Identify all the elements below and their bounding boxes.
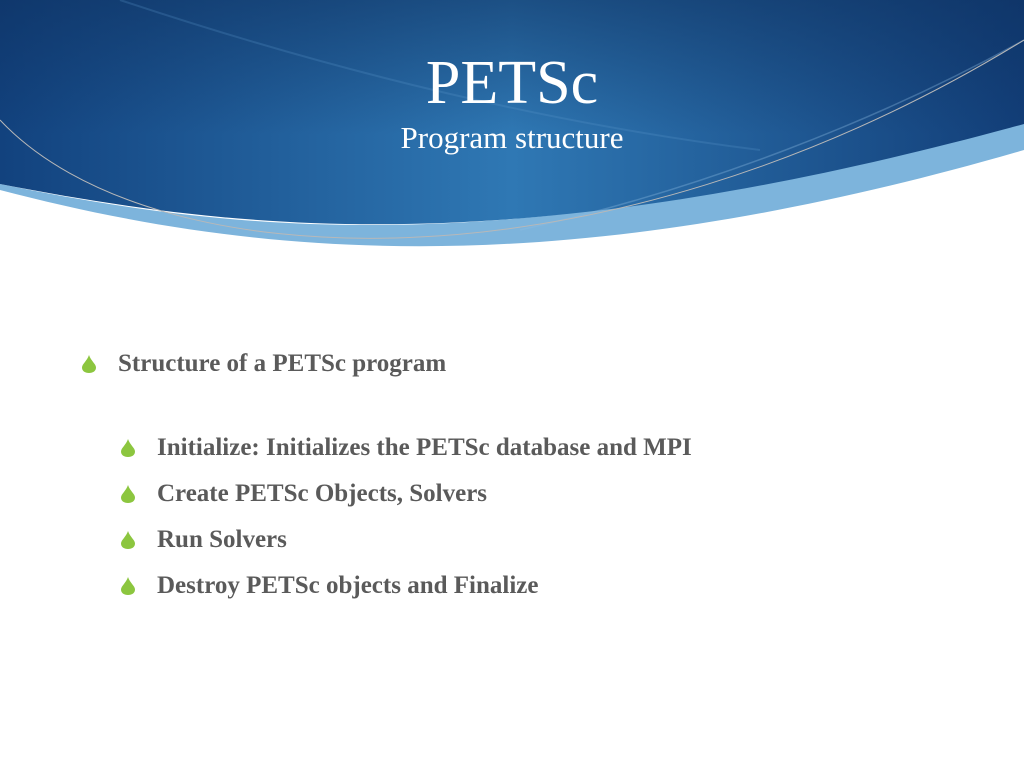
slide-title: PETSc — [425, 49, 599, 117]
droplet-icon — [121, 531, 135, 549]
droplet-icon — [121, 439, 135, 457]
bullet-sub-1 — [121, 434, 692, 462]
bullet-sub-4 — [121, 572, 538, 600]
bullet-sub-2 — [121, 480, 487, 508]
droplet-icon — [121, 577, 135, 595]
bullet-main — [82, 350, 446, 378]
bullet-sub-3 — [121, 526, 287, 554]
droplet-icon — [121, 485, 135, 503]
slide-subtitle: Program structure — [400, 120, 624, 155]
bullet-sub-text: Destroy PETSc objects and Finalize — [157, 572, 539, 599]
droplet-icon — [82, 355, 96, 373]
bullet-sub-text: Initialize: Initializes the PETSc database and MPI — [157, 434, 692, 461]
bullet-main-text: Structure of a PETSc program — [118, 350, 447, 377]
bullet-sub-text: Create PETSc Objects, Solvers — [157, 480, 488, 507]
bullet-sub-text: Run Solvers — [157, 526, 287, 553]
